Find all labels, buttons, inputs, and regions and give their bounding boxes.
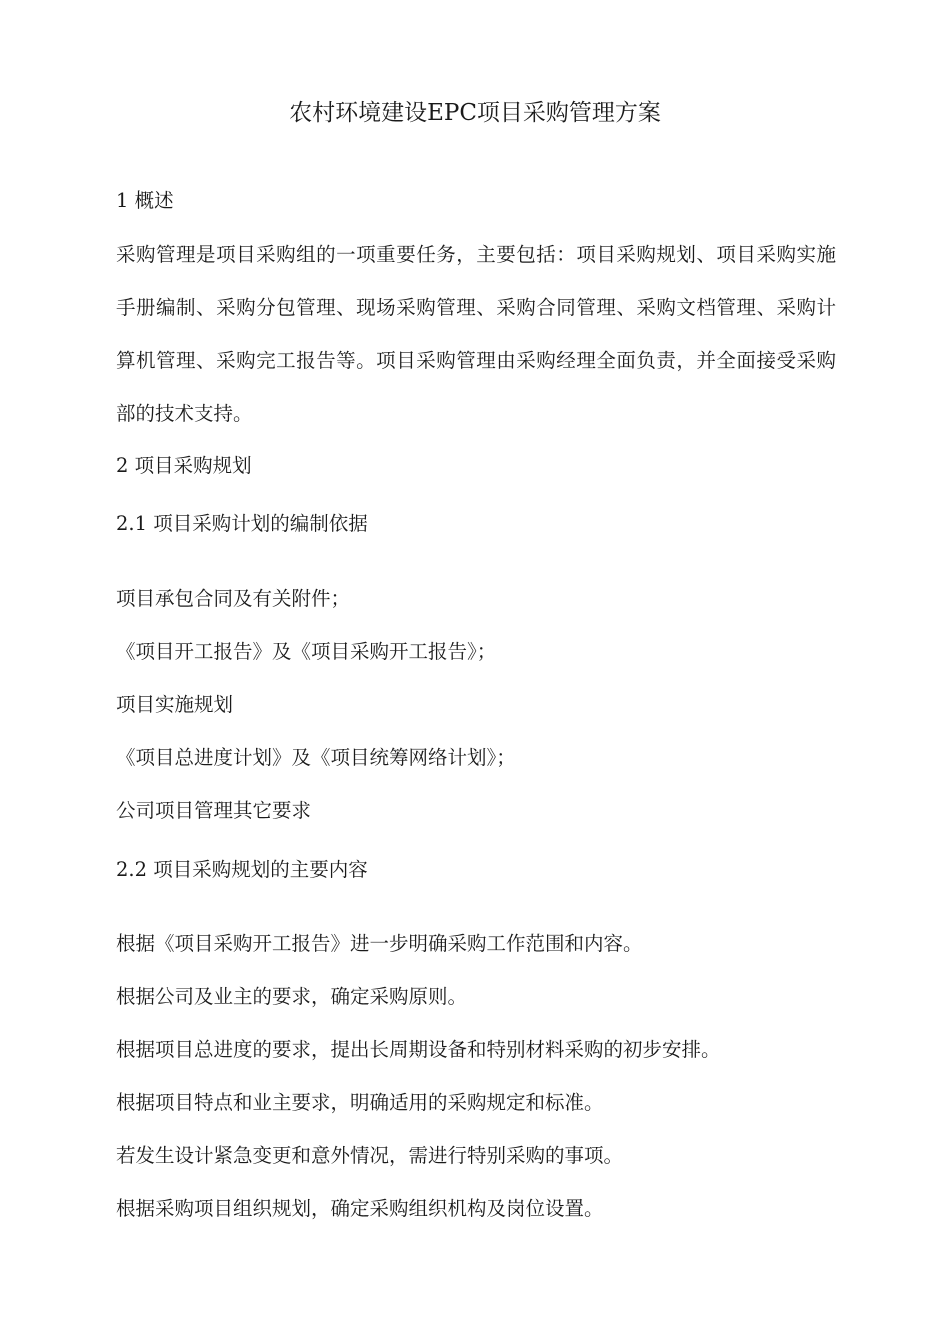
- list-item: 根据公司及业主的要求，确定采购原则。: [116, 985, 468, 1008]
- list-item: 根据采购项目组织规划，确定采购组织机构及岗位设置。: [116, 1197, 604, 1220]
- document-title: 农村环境建设EPC项目采购管理方案: [289, 100, 661, 126]
- list-item: 项目实施规划: [116, 693, 234, 716]
- list-item: 《项目开工报告》及《项目采购开工报告》；: [116, 640, 497, 663]
- section-2-heading: 2 项目采购规划: [116, 454, 252, 477]
- list-item: 根据项目总进度的要求，提出长周期设备和特别材料采购的初步安排。: [116, 1038, 721, 1061]
- list-item: 项目承包合同及有关附件；: [116, 587, 351, 610]
- section-2-1-heading: 2.1 项目采购计划的编制依据: [116, 512, 368, 535]
- list-item: 《项目总进度计划》及《项目统筹网络计划》；: [116, 746, 516, 769]
- list-item: 公司项目管理其它要求: [116, 799, 312, 822]
- section-2-2-heading: 2.2 项目采购规划的主要内容: [116, 858, 368, 881]
- list-item: 根据《项目采购开工报告》进一步明确采购工作范围和内容。: [116, 932, 643, 955]
- section-1-heading: 1 概述: [116, 189, 174, 212]
- list-item: 根据项目特点和业主要求，明确适用的采购规定和标准。: [116, 1091, 604, 1114]
- list-item: 若发生设计紧急变更和意外情况，需进行特别采购的事项。: [116, 1144, 624, 1167]
- section-1-paragraph: 采购管理是项目采购组的一项重要任务，主要包括：项目采购规划、项目采购实施手册编制、采购分包管理、现场采购管理、采购合同管理、采购文档管理、采购计算机管理、采购完工报告等。项目采购管理由采购经理全面负责，并全面接受采购部的技术支持。: [116, 243, 836, 425]
